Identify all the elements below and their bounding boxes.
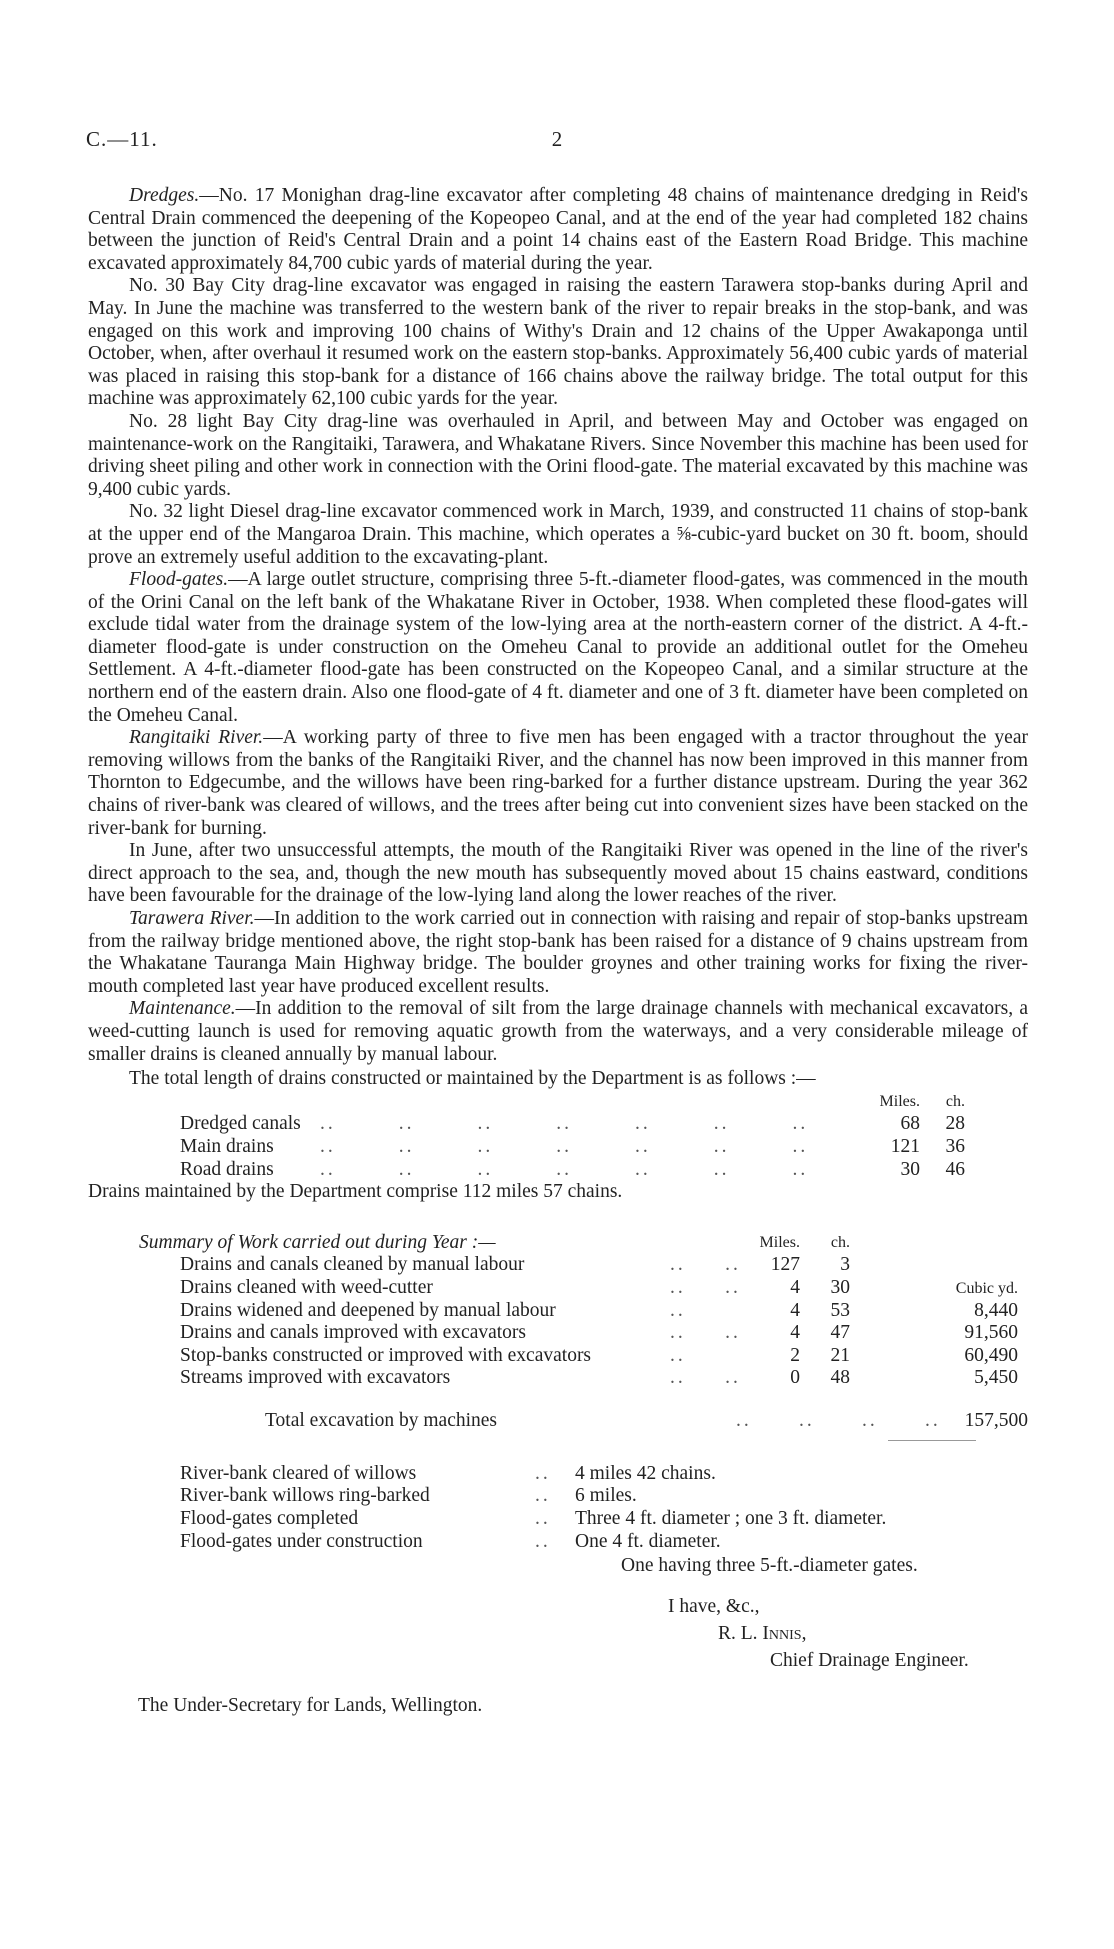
- cell-miles: 4: [790, 1299, 800, 1321]
- paragraph-text: —In addition to the work carried out in connection with raising and repair of stop-banks upstream from the railway bridge mentioned above, the right stop-bank has been raised for a distance of 9 chains upstream from the Whakatane Tauranga Main Highway bridge. The boulder groynes and other training works for fixing the river-mouth completed last year have produced excellent results.: [88, 908, 1028, 997]
- cell-miles: 30: [900, 1158, 920, 1180]
- item-value: Three 4 ft. diameter ; one 3 ft. diameter.: [575, 1508, 887, 1530]
- row-label: Drains cleaned with weed-cutter: [180, 1276, 433, 1298]
- paragraph-no28: [88, 411, 1028, 501]
- paragraph-lead: Dredges.: [129, 185, 200, 206]
- row-label: Dredged canals: [180, 1113, 301, 1135]
- paragraph-text: —No. 17 Monighan drag-line excavator after completing 48 chains of maintenance dredging in Reid's Central Drain commenced the deepening of the Kopeopeo Canal, and at the end of the year had completed 182 chains between the junction of Reid's Central Drain and a point 14 chains east of the Eastern Road Bridge. This machine excavated approximately 84,700 cubic yards of material during the year.: [88, 185, 1028, 274]
- paragraph-text: —A large outlet structure, comprising three 5-ft.-diameter flood-gates, was commenced in the mouth of the Orini Canal on the left bank of the Whakatane River in October, 1938. When completed these flood-gates will exclude tidal water from the drainage system of the low-lying area at the north-eastern corner of the district. A 4-ft.-diameter flood-gate is under construction on the Omeheu Canal to provide an additional outlet for the Omeheu Settlement. A 4-ft.-diameter flood-gate has been constructed on the Kopeopeo Canal, and a similar structure at the northern end of the eastern drain. Also one flood-gate of 4 ft. diameter and one of 3 ft. diameter have been completed on the Omeheu Canal.: [88, 569, 1028, 726]
- cell-chains: 21: [830, 1344, 850, 1366]
- item-value: One 4 ft. diameter.: [575, 1530, 721, 1552]
- drain-lengths-table: [180, 1091, 965, 1181]
- paragraph-flood-gates: [88, 569, 1028, 727]
- cell-miles: 68: [900, 1113, 920, 1135]
- column-header-cubic: Cubic yd.: [955, 1279, 1018, 1297]
- item-value: 4 miles 42 chains.: [575, 1462, 716, 1484]
- leader-dots: .. ..: [670, 1254, 741, 1276]
- item-label: River-bank willows ring-barked: [180, 1485, 430, 1507]
- item-label: Flood-gates under construction: [180, 1530, 423, 1552]
- leader-dots: ..: [535, 1530, 551, 1552]
- cell-cubic: 8,440: [974, 1299, 1018, 1321]
- row-label: Road drains: [180, 1158, 274, 1180]
- cell-chains: 28: [945, 1113, 965, 1135]
- total-row: [88, 1410, 1028, 1436]
- cell-cubic: 5,450: [974, 1367, 1018, 1389]
- leader-dots: .. ..: [670, 1367, 741, 1389]
- leader-dots: .. .. .. .. .. .. ..: [320, 1135, 809, 1157]
- table-row: [88, 1367, 1028, 1390]
- list-item: [88, 1463, 1028, 1486]
- page-number: 2: [551, 127, 563, 151]
- paragraph-lead: Flood-gates.: [129, 569, 229, 591]
- row-label: Streams improved with excavators: [180, 1367, 451, 1389]
- table-header-row: [180, 1091, 965, 1114]
- leader-dots: ..: [535, 1462, 551, 1484]
- paragraph-rangitaiki: [88, 727, 1028, 840]
- cell-miles: 127: [770, 1254, 800, 1276]
- closing: I have, &c.,: [668, 1595, 760, 1617]
- paragraph-text: —In addition to the removal of silt from the large drainage channels with mechanical excavators, a weed-cutting launch is used for removing aquatic growth from the waterways, and a very considerable mileage of smaller drains is cleaned annually by manual labour.: [88, 998, 1028, 1065]
- row-label: Main drains: [180, 1135, 274, 1157]
- leader-dots: ..: [670, 1344, 686, 1366]
- leader-dots: .. .. .. .. .. .. ..: [320, 1158, 809, 1180]
- signature-block: [88, 1596, 1028, 1677]
- table-row: [180, 1159, 965, 1182]
- row-label: Drains and canals improved with excavators: [180, 1322, 527, 1344]
- leader-dots: .. ..: [670, 1322, 741, 1344]
- summary-table: [88, 1232, 1028, 1441]
- list-item: [88, 1531, 1028, 1554]
- total-rule: [888, 1440, 976, 1441]
- leader-dots: ..: [670, 1299, 686, 1321]
- leader-dots: .. ..: [670, 1276, 741, 1298]
- cell-chains: 53: [830, 1299, 850, 1321]
- column-header-miles: Miles.: [879, 1092, 920, 1110]
- table-row: [88, 1345, 1028, 1368]
- table-row: [88, 1277, 1028, 1300]
- paragraph-no32: [88, 501, 1028, 569]
- cell-chains: 30: [830, 1276, 850, 1298]
- cell-miles: 4: [790, 1276, 800, 1298]
- cell-chains: 46: [945, 1158, 965, 1180]
- lengths-footer: Drains maintained by the Department comprise 112 miles 57 chains.: [88, 1181, 623, 1203]
- column-header-chains: ch.: [830, 1233, 850, 1251]
- total-label: Total excavation by machines: [265, 1409, 498, 1431]
- leader-dots: ..: [535, 1485, 551, 1507]
- item-label: Flood-gates completed: [180, 1508, 359, 1530]
- paragraph-tarawera: [88, 908, 1028, 998]
- other-works-list: [88, 1463, 1028, 1578]
- paragraph-river-mouth: [88, 840, 1028, 908]
- column-header-chains: ch.: [945, 1092, 965, 1110]
- cell-cubic: 60,490: [964, 1344, 1018, 1366]
- cell-chains: 47: [830, 1322, 850, 1344]
- cell-chains: 36: [945, 1135, 965, 1157]
- gates-note: One having three 5-ft.-diameter gates.: [621, 1555, 918, 1577]
- row-label: Drains widened and deepened by manual labour: [180, 1299, 556, 1321]
- paragraph-text: No. 32 light Diesel drag-line excavator commenced work in March, 1939, and constructed 11 chains of stop-bank at the upper end of the Mangaroa Drain. This machine, which operates a ⅝-cubic-yard bucket on 30 ft. boom, should prove an extremely useful addition to the excavating-plant.: [88, 501, 1028, 568]
- table-row: [180, 1113, 965, 1136]
- paragraph-no30: [88, 275, 1028, 411]
- cell-miles: 2: [790, 1344, 800, 1366]
- cell-cubic: 91,560: [964, 1322, 1018, 1344]
- cell-miles: 0: [790, 1367, 800, 1389]
- list-item: [88, 1508, 1028, 1531]
- table-row: [88, 1322, 1028, 1345]
- report-code: C.—11.: [86, 127, 158, 151]
- table-row: [88, 1254, 1028, 1277]
- paragraph-lead: Rangitaiki River.: [129, 727, 264, 749]
- total-value: 157,500: [964, 1409, 1028, 1431]
- list-item: [88, 1485, 1028, 1508]
- paragraph-maintenance: [88, 998, 1028, 1066]
- signatory-name: R. L. Innis,: [718, 1622, 807, 1644]
- item-value: 6 miles.: [575, 1485, 637, 1507]
- cell-chains: 48: [830, 1367, 850, 1389]
- table-row: [180, 1136, 965, 1159]
- item-label: River-bank cleared of willows: [180, 1462, 417, 1484]
- paragraph-lead: Maintenance.: [129, 998, 236, 1020]
- addressee: The Under-Secretary for Lands, Wellington.: [138, 1694, 483, 1716]
- page-header: [86, 128, 1028, 158]
- document-body: [88, 185, 1028, 1717]
- paragraph-text: No. 28 light Bay City drag-line was overhauled in April, and between May and October was engaged on maintenance-work on the Rangitaiki, Tarawera, and Whakatane Rivers. Since November this machine has been used for driving sheet piling and other work in connection with the Orini flood-gate. The material excavated by this machine was 9,400 cubic yards.: [88, 410, 1028, 500]
- row-label: Stop-banks constructed or improved with excavators: [180, 1344, 592, 1366]
- lengths-intro: The total length of drains constructed or maintained by the Department is as follows :—: [129, 1068, 816, 1090]
- paragraph-lead: Tarawera River.: [129, 908, 255, 929]
- leader-dots: ..: [535, 1508, 551, 1530]
- cell-miles: 4: [790, 1322, 800, 1344]
- summary-title: Summary of Work carried out during Year :—: [139, 1231, 496, 1253]
- paragraph-text: —A working party of three to five men has been engaged with a tractor throughout the year removing willows from the banks of the Rangitaiki River, and the channel has now been improved in this manner from Thornton to Edgecumbe, and the willows have been ring-barked for a further distance upstream. During the year 362 chains of river-bank was cleared of willows, and the trees after being cut into convenient sizes have been stacked on the river-bank for burning.: [88, 727, 1028, 839]
- paragraph-text: In June, after two unsuccessful attempts, the mouth of the Rangitaiki River was opened in the line of the river's direct approach to the sea, and, though the new mouth has subsequently moved about 15 chains eastward, conditions have been favourable for the drainage of the low-lying land along the lower reaches of the river.: [88, 840, 1028, 907]
- cell-miles: 121: [890, 1135, 920, 1157]
- table-row: [88, 1300, 1028, 1323]
- paragraph-text: No. 30 Bay City drag-line excavator was engaged in raising the eastern Tarawera stop-banks during April and May. In June the machine was transferred to the western bank of the river to repair breaks in the stop-bank, and was engaged on this work and improving 100 chains of Withy's Drain and 12 chains of the Upper Awakaponga until October, when, after overhaul it resumed work on the eastern stop-banks. Approximately 56,400 cubic yards of material was placed in raising this stop-bank for a distance of 166 chains above the railway bridge. The total output for this machine was approximately 62,100 cubic yards for the year.: [88, 275, 1028, 410]
- signatory-title: Chief Drainage Engineer.: [770, 1649, 969, 1671]
- paragraph-dredges: [88, 185, 1028, 275]
- column-header-miles: Miles.: [759, 1233, 800, 1251]
- cell-chains: 3: [840, 1254, 850, 1276]
- row-label: Drains and canals cleaned by manual labour: [180, 1254, 525, 1276]
- leader-dots: .. .. .. ..: [735, 1409, 941, 1431]
- leader-dots: .. .. .. .. .. .. ..: [320, 1113, 809, 1135]
